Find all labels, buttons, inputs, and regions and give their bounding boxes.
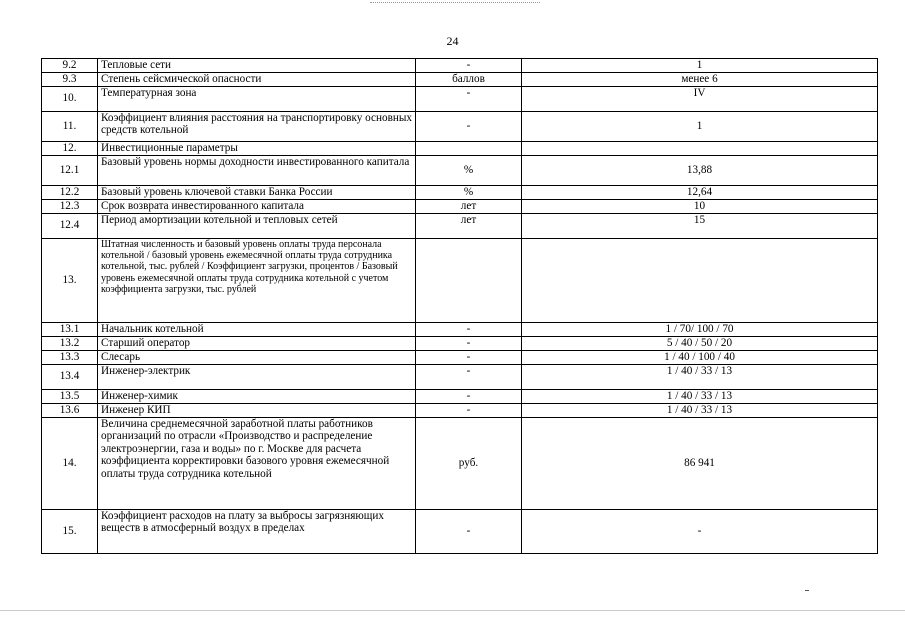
- parameter-name: Коэффициент влияния расстояния на транспортировку основных средств котельной: [98, 111, 416, 141]
- unit-cell: руб.: [416, 417, 522, 509]
- value-cell: 15: [522, 213, 878, 238]
- page-bottom-edge: [0, 610, 905, 611]
- value-cell: 1: [522, 59, 878, 73]
- unit-cell: %: [416, 185, 522, 199]
- table-row: [42, 509, 878, 553]
- parameter-name: Старший оператор: [98, 336, 416, 350]
- unit-cell: -: [416, 364, 522, 389]
- table-row: [42, 403, 878, 417]
- row-number: 12.4: [42, 213, 98, 238]
- value-cell: 1 / 40 / 100 / 40: [522, 350, 878, 364]
- value-cell: 1: [522, 111, 878, 141]
- top-dotted-line: [370, 2, 540, 3]
- row-number: 13.3: [42, 350, 98, 364]
- value-cell: 12,64: [522, 185, 878, 199]
- table-row: [42, 111, 878, 141]
- row-number: 13.4: [42, 364, 98, 389]
- row-number: 10.: [42, 86, 98, 111]
- parameter-name: Температурная зона: [98, 86, 416, 111]
- page-number: 24: [446, 34, 459, 48]
- value-cell: менее 6: [522, 72, 878, 86]
- parameter-name: Инженер-электрик: [98, 364, 416, 389]
- row-number: 13.5: [42, 389, 98, 403]
- table-row: [42, 185, 878, 199]
- unit-cell: -: [416, 111, 522, 141]
- parameter-name: Штатная численность и базовый уровень оплаты труда персонала котельной / базовый уровень ежемесячной оплаты труда сотрудника котельной, тыс. рублей / Коэффициент загрузки, процентов / Базовый уровень ежемесячной оплаты труда сотрудника котельной с учетом коэффициента загрузки, тыс. рублей: [98, 238, 416, 322]
- table-body: [42, 59, 878, 554]
- unit-cell: баллов: [416, 72, 522, 86]
- parameter-name: Базовый уровень ключевой ставки Банка России: [98, 185, 416, 199]
- row-number: 13.: [42, 238, 98, 322]
- value-cell: IV: [522, 86, 878, 111]
- unit-cell: -: [416, 509, 522, 553]
- table-row: [42, 238, 878, 322]
- value-cell: 1 / 70/ 100 / 70: [522, 322, 878, 336]
- table-row: [42, 72, 878, 86]
- unit-cell: -: [416, 389, 522, 403]
- scan-mark: [805, 590, 809, 591]
- value-cell: [522, 238, 878, 322]
- table-row: [42, 350, 878, 364]
- table-row: [42, 86, 878, 111]
- unit-cell: [416, 238, 522, 322]
- unit-cell: %: [416, 155, 522, 185]
- unit-cell: -: [416, 403, 522, 417]
- unit-cell: -: [416, 350, 522, 364]
- row-number: 13.2: [42, 336, 98, 350]
- unit-cell: -: [416, 86, 522, 111]
- unit-cell: [416, 141, 522, 155]
- value-cell: 1 / 40 / 33 / 13: [522, 403, 878, 417]
- table-row: [42, 155, 878, 185]
- value-cell: 1 / 40 / 33 / 13: [522, 364, 878, 389]
- row-number: 9.3: [42, 72, 98, 86]
- table-row: [42, 389, 878, 403]
- parameter-name: Степень сейсмической опасности: [98, 72, 416, 86]
- parameter-name: Базовый уровень нормы доходности инвестированного капитала: [98, 155, 416, 185]
- row-number: 12.1: [42, 155, 98, 185]
- parameter-name: Инженер КИП: [98, 403, 416, 417]
- row-number: 14.: [42, 417, 98, 509]
- parameter-name: Инженер-химик: [98, 389, 416, 403]
- parameter-name: Начальник котельной: [98, 322, 416, 336]
- unit-cell: -: [416, 322, 522, 336]
- row-number: 12.: [42, 141, 98, 155]
- value-cell: -: [522, 509, 878, 553]
- row-number: 13.6: [42, 403, 98, 417]
- table-row: [42, 417, 878, 509]
- row-number: 13.1: [42, 322, 98, 336]
- row-number: 12.2: [42, 185, 98, 199]
- table-row: [42, 213, 878, 238]
- row-number: 11.: [42, 111, 98, 141]
- unit-cell: -: [416, 336, 522, 350]
- parameter-name: Тепловые сети: [98, 59, 416, 73]
- value-cell: 5 / 40 / 50 / 20: [522, 336, 878, 350]
- parameter-name: Период амортизации котельной и тепловых сетей: [98, 213, 416, 238]
- row-number: 12.3: [42, 199, 98, 213]
- parameter-name: Величина среднемесячной заработной платы работников организаций по отрасли «Производство и распределение электроэнергии, газа и воды» по г. Москве для расчета коэффициента корректировки базового уровня ежемесячной оплаты труда сотрудника котельной: [98, 417, 416, 509]
- parameter-name: Срок возврата инвестированного капитала: [98, 199, 416, 213]
- unit-cell: лет: [416, 199, 522, 213]
- table-row: [42, 199, 878, 213]
- row-number: 9.2: [42, 59, 98, 73]
- parameters-table: [41, 58, 878, 554]
- unit-cell: лет: [416, 213, 522, 238]
- row-number: 15.: [42, 509, 98, 553]
- unit-cell: -: [416, 59, 522, 73]
- parameter-name: Инвестиционные параметры: [98, 141, 416, 155]
- table-row: [42, 322, 878, 336]
- table-row: [42, 141, 878, 155]
- table-row: [42, 364, 878, 389]
- value-cell: 13,88: [522, 155, 878, 185]
- table-row: [42, 59, 878, 73]
- value-cell: [522, 141, 878, 155]
- value-cell: 10: [522, 199, 878, 213]
- table-row: [42, 336, 878, 350]
- value-cell: 86 941: [522, 417, 878, 509]
- value-cell: 1 / 40 / 33 / 13: [522, 389, 878, 403]
- parameter-name: Слесарь: [98, 350, 416, 364]
- parameter-name: Коэффициент расходов на плату за выбросы загрязняющих веществ в атмосферный воздух в пределах: [98, 509, 416, 553]
